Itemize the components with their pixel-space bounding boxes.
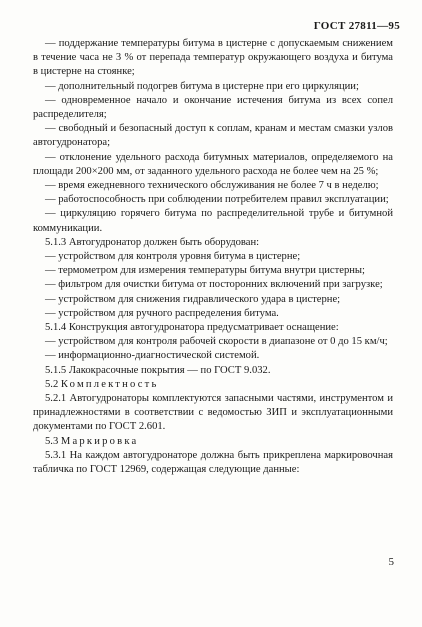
- standard-header: ГОСТ 27811—95: [313, 20, 400, 32]
- list-item: — устройством для контроля рабочей скорости в диапазоне от 0 до 15 км/ч;: [45, 336, 388, 348]
- list-item: — термометром для измерения температуры битума внутри цистерны;: [45, 265, 365, 277]
- list-item: — дополнительный подогрев битума в цистерне при его циркуляции;: [45, 80, 359, 92]
- clause-5-2-1: 5.2.1 Автогудронаторы комплектуются запасными частями, инструментом и принадлежностями в соответствии с ведомостью ЗИП и эксплуатационными документами по ГОСТ 2.601.: [33, 393, 393, 433]
- page-number: 5: [388, 556, 394, 568]
- list-item: — информационно-диагностической системой.: [45, 350, 260, 362]
- section-title: Комплектность: [60, 378, 159, 390]
- list-item: — свободный и безопасный доступ к соплам, кранам и местам смазки узлов автогудронатора;: [33, 123, 393, 149]
- list-item: — устройством для снижения гидравлического удара в цистерне;: [45, 293, 341, 305]
- list-item: — устройством для ручного распределения битума.: [45, 307, 279, 319]
- clause-5-3-1: 5.3.1 На каждом автогудронаторе должна быть прикреплена маркировочная табличка по ГОСТ 12969, содержащая следующие данные:: [33, 449, 393, 476]
- list-item: — время ежедневного технического обслуживания не более 7 ч в неделю;: [45, 180, 379, 192]
- section-heading-5-2: [33, 378, 393, 392]
- clause-5-1-5: 5.1.5 Лакокрасочные покрытия — по ГОСТ 9.032.: [45, 364, 271, 376]
- clause-5-1-4: 5.1.4 Конструкция автогудронатора предусматривает оснащение:: [45, 322, 339, 334]
- list-item: — устройством для контроля уровня битума в цистерне;: [45, 251, 301, 263]
- list-item: — работоспособность при соблюдении потребителем правил эксплуатации;: [45, 194, 389, 206]
- list-item: — одновременное начало и окончание истечения битума из всех сопел распределителя;: [33, 94, 393, 121]
- section-title: Маркировка: [60, 435, 139, 447]
- list-item: — циркуляцию горячего битума по распределительной трубе и битумной коммуникации.: [33, 208, 393, 234]
- section-number: 5.2: [45, 378, 59, 390]
- list-item: — отклонение удельного расхода битумных материалов, определяемого на площади 200×200 мм, от заданного удельного расхода не более чем на 25 %;: [33, 151, 393, 177]
- section-heading-5-3: [33, 435, 393, 449]
- section-number: 5.3: [45, 435, 59, 447]
- list-item: — поддержание температуры битума в цистерне с допускаемым снижением в течение часа не 3 % от перепада температур окружающего воздуха и битума в цистерне на стоянке;: [33, 38, 393, 78]
- list-item: — фильтром для очистки битума от посторонних включений при загрузке;: [45, 279, 383, 291]
- document-body: [33, 37, 393, 477]
- clause-5-1-3: 5.1.3 Автогудронатор должен быть оборудован:: [45, 236, 260, 248]
